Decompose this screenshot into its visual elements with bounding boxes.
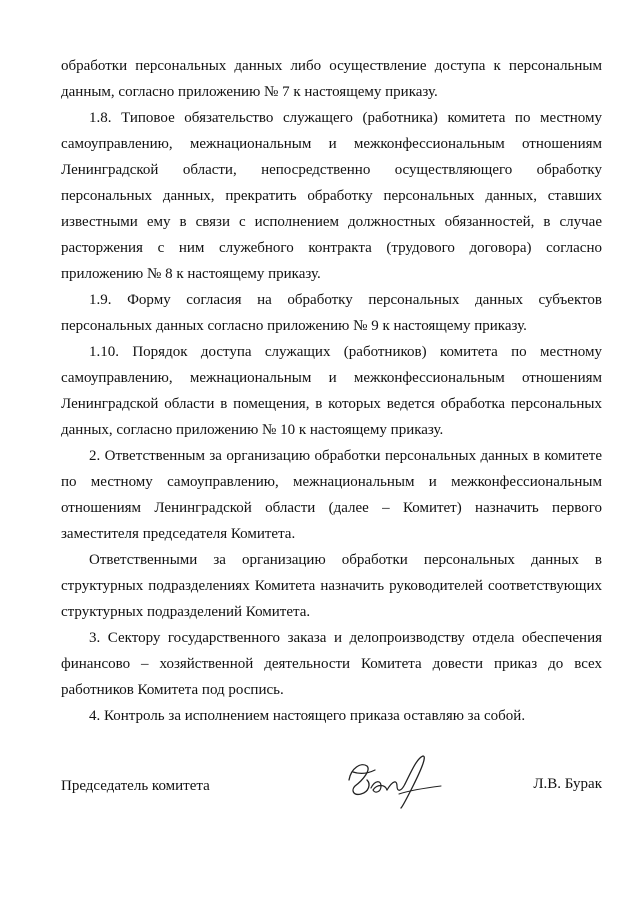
paragraph-2-responsible: Ответственными за организацию обработки персональных данных в структурных подразделениях Комитета назначить руководителей соответствующих структурных подразделений Комитета. — [61, 552, 602, 620]
paragraph-3: 3. Сектору государственного заказа и делопроизводству отдела обеспечения финансово – хозяйственной деятельности Комитета довести приказ до всех работников Комитета под роспись. — [61, 630, 602, 698]
document-body — [61, 53, 602, 729]
paragraph-2: 2. Ответственным за организацию обработки персональных данных в комитете по местному самоуправлению, межнациональным и межконфессиональным отношениям Ленинградской области (далее – Комитет) назначить первого заместителя председателя Комитета. — [61, 448, 602, 542]
signatory-name: Л.В. Бурак — [533, 776, 602, 792]
paragraph-1-8: 1.8. Типовое обязательство служащего (работника) комитета по местному самоуправлению, межнациональным и межконфессиональным отношениям Ленинградской области, непосредственно осуществляющего обработку персональных данных, прекратить обработку персональных данных, ставших известными ему в связи с исполнением должностных обязанностей, в случае расторжения с ним служебного контракта (трудового договора) согласно приложению № 8 к настоящему приказу. — [61, 110, 602, 282]
paragraph-continuation: обработки персональных данных либо осуществление доступа к персональным данным, согласно приложению № 7 к настоящему приказу. — [61, 58, 602, 100]
paragraph-1-9: 1.9. Форму согласия на обработку персональных данных субъектов персональных данных согласно приложению № 9 к настоящему приказу. — [61, 292, 602, 334]
paragraph-1-10: 1.10. Порядок доступа служащих (работников) комитета по местному самоуправлению, межнациональным и межконфессиональным отношениям Ленинградской области в помещения, в которых ведется обработка персональных данных, согласно приложению № 10 к настоящему приказу. — [61, 344, 602, 438]
signature-block — [61, 764, 602, 814]
handwritten-signature — [341, 750, 451, 814]
paragraph-4: 4. Контроль за исполнением настоящего приказа оставляю за собой. — [89, 708, 526, 724]
signatory-title: Председатель комитета — [61, 778, 210, 794]
